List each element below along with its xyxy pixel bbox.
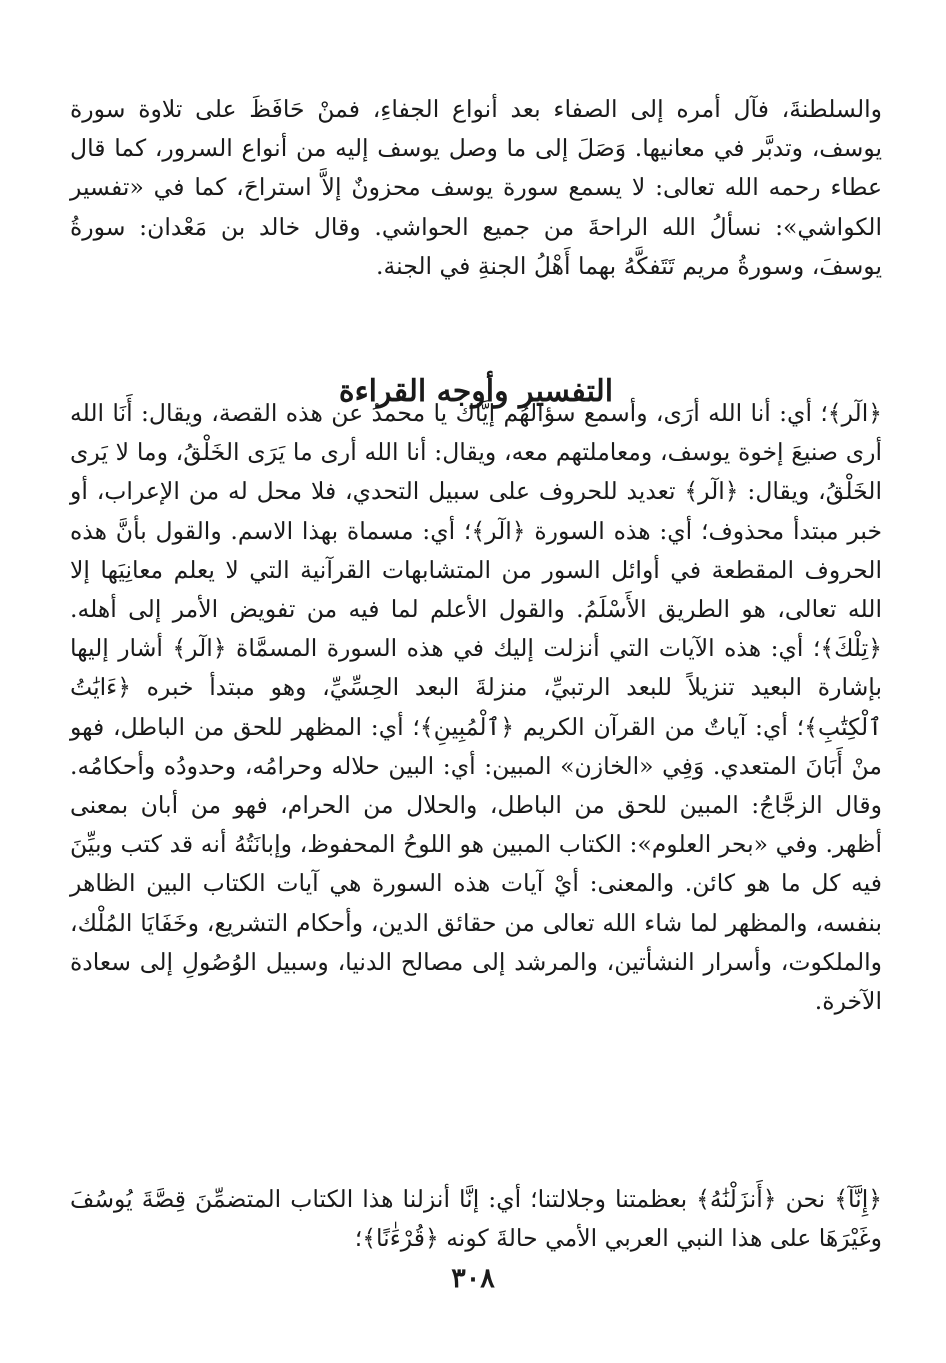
page-number: ٣٠٨ (451, 1263, 495, 1294)
section-heading: التفسير وأوجه القراءة (338, 373, 614, 409)
quran-paragraph: ﴿إِنَّآ﴾ نحن ﴿أَنزَلْنَٰهُ﴾ بعظمتنا وجلالتنا؛ أي: إنَّا أنزلنا هذا الكتاب المتضمِّنَ قِصَّةَ يُوسُفَ وغَيْرَهَا على هذا النبي العربي الأمي حالةَ كونه ﴿قُرْءَٰنًا﴾؛ (70, 1185, 882, 1253)
tafsir-paragraph: ﴿الٓر﴾؛ أي: أنا الله أرَى، وأسمع سؤالَهُم إيَّاك يا محمدُ عن هذه القصة، ويقال: أَنَا الله أرى صنيعَ إخوة يوسف، ومعاملتهم معه، ويقال: أنا الله أرى ما يَرَى الخَلْقُ، وما لا يَرى الخَلْقُ، ويقال: ﴿الٓر﴾ تعديد للحروف على سبيل التحدي، فلا محل له من الإعراب، أو خبر مبتدأ محذوف؛ أي: هذه السورة ﴿الٓر﴾؛ أي: مسماة بهذا الاسم. والقول بأنَّ هذه الحروف المقطعة في أوائل السور من المتشابهات القرآنية التي لا يعلم معانِيَها إلا الله تعالى، هو الطريق الأَسْلَمُ. والقول الأعلم لما فيه من تفويض الأمر إلى أهله. ﴿تِلْكَ﴾؛ أي: هذه الآيات التي أنزلت إليك في هذه السورة المسمَّاة ﴿الٓر﴾ أشار إليها بإشارة البعيد تنزيلاً للبعد الرتبيِّ، منزلةَ البعد الحِسِّيِّ، وهو مبتدأ خبره ﴿ءَايَٰتُ ٱلْكِتَٰبِ﴾؛ أي: آياتٌ من القرآن الكريم ﴿ٱلْمُبِينِ﴾؛ أي: المظهر للحق من الباطل، فهو منْ أَبَانَ المتعدي. وَفِي «الخازن» المبين: أي: البين حلاله وحرامُه، وحدودُه وأحكامُه. وقال الزجَّاجُ: المبين للحق من الباطل، والحلال من الحرام، فهو من أبان بمعنى أظهر. وفي «بحر العلوم»: الكتاب المبين هو اللوحُ المحفوظ، وإبانَتُهُ أنه قد كتب وبيِّنَ فيه كل ما هو كائن. والمعنى: أيْ آيات هذه السورة هي آيات الكتاب البين الظاهر بنفسه، والمظهر لما شاء الله تعالى من حقائق الدين، وأحكام التشريع، وخَفَايَا المُلْك، والملكوت، وأسرار النشأتين، والمرشد إلى مصالح الدنيا، وسبيل الوُصُولِ إلى سعادة الآخرة. (70, 399, 882, 1016)
intro-paragraph: والسلطنةَ، فآل أمره إلى الصفاء بعد أنواع الجفاءِ، فمنْ حَافَظَ على تلاوة سورة يوسف، وتدبَّر في معانيها. وَصَلَ إلى ما وصل يوسف إليه من أنواع السرور، كما قال عطاء رحمه الله تعالى: لا يسمع سورة يوسف محزونٌ إلاَّ استراحَ، كما في «تفسير الكواشي»: نسألُ الله الراحةَ من جميع الحواشي. وقال خالد بن مَعْدان: سورةُ يوسفَ، وسورةُ مريم تَتَفكَّهُ بهما أَهْلُ الجنةِ في الجنة. (70, 95, 882, 280)
